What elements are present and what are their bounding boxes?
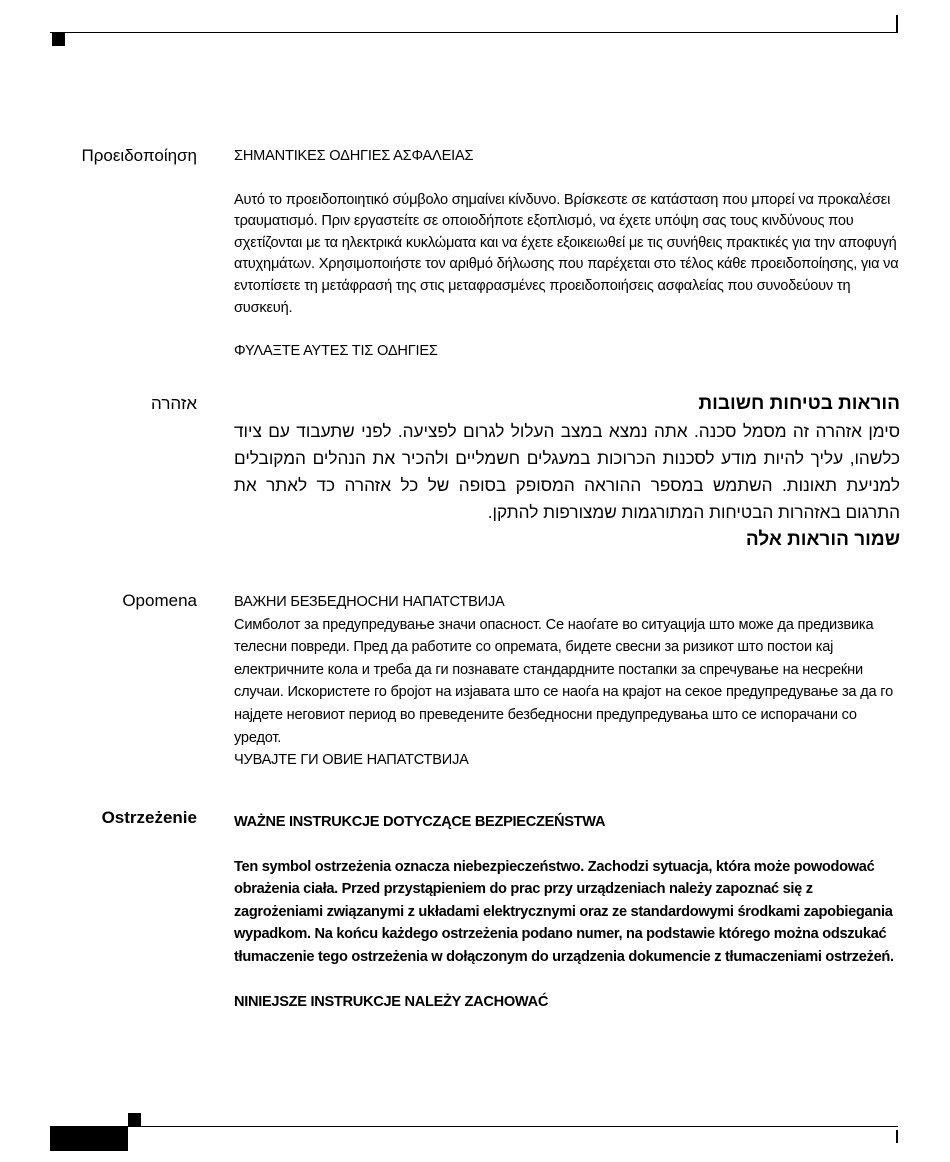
section-label: אזהרה [151, 394, 197, 413]
section-text: Симболот за предупредување значи опасност. Се наоѓате во ситуација што може да предизвика телесни повреди. Пред да работите со опремата, бидете свесни за ризикот што постои кај електричните кола и треба да ги познавате стандардните постапки за спречување на несреќни случаи. Искористете го бројот на изјавата што се наоѓа на крајот на секое предупредување за да го најдете неговиот период во преведените безбедносни предупредувања што се испорачани со уредот. [234, 616, 894, 746]
section-closing: ЧУВАЈТЕ ГИ ОВИЕ НАПАТСТВИЈА [234, 752, 469, 769]
footer-bar [50, 1127, 128, 1151]
footer-rule [50, 1126, 898, 1127]
section-title: ΣΗΜΑΝΤΙΚΕΣ ΟΔΗΓΙΕΣ ΑΣΦΑΛΕΙΑΣ [234, 148, 474, 164]
section-label: Opomena [122, 591, 197, 610]
footer-marker [128, 1113, 141, 1126]
section-title: WAŻNE INSTRUKCJE DOTYCZĄCE BEZPIECZEŃSTWA [234, 814, 606, 830]
section-closing: שמור הוראות אלה [745, 529, 900, 550]
section-closing: NINIEJSZE INSTRUKCJE NALEŻY ZACHOWAĆ [234, 993, 549, 1010]
section-body [234, 146, 900, 363]
section-body [234, 390, 900, 554]
header-edge-mark [896, 15, 898, 33]
section-title: הוראות בטיחות חשובות [698, 393, 900, 414]
section-closing: ΦΥΛΑΞΤΕ ΑΥΤΕΣ ΤΙΣ ΟΔΗΓΙΕΣ [234, 343, 438, 360]
footer-edge-mark [896, 1130, 898, 1143]
section-text: Ten symbol ostrzeżenia oznacza niebezpieczeństwo. Zachodzi sytuacja, która może powodować obrażenia ciała. Przed przystąpieniem do prac przy urządzeniach należy zapoznać się z zagrożeniami związanymi z układami elektrycznymi oraz ze standardowymi środkami zapobiegania wypadkom. Na końcu każdego ostrzeżenia podano numer, na podstawie którego można odszukać tłumaczenie tego ostrzeżenia w dołączonym do urządzenia dokumencie z tłumaczeniami ostrzeżeń. [234, 858, 894, 965]
section-body [234, 591, 900, 772]
section-text: סימן אזהרה זה מסמל סכנה. אתה נמצא במצב העלול לגרום לפציעה. לפני שתעבוד עם ציוד כלשהו, עליך להיות מודע לסכנות הכרוכות במעגלים חשמליים ולהכיר את הנהלים המקובלים למניעת תאונות. השתמש במספר ההוראה המסופק בסופה של כל אזהרה כד לאתר את התרגום באזהרות הבטיחות המתורגמות שמצורפות להתקן. [234, 421, 900, 522]
header-marker [52, 33, 65, 46]
section-label: Ostrzeżenie [101, 808, 197, 827]
section-body [234, 811, 900, 1013]
section-label: Προειδοποίηση [81, 146, 197, 165]
section-text: Αυτό το προειδοποιητικό σύμβολο σημαίνει κίνδυνο. Βρίσκεστε σε κατάσταση που μπορεί να προκαλέσει τραυματισμό. Πριν εργαστείτε σε οποιοδήποτε εξοπλισμό, να έχετε υπόψη σας τους κινδύνους που σχετίζονται με τα ηλεκτρικά κυκλώματα και να έχετε εξοικειωθεί με τις συνήθεις πρακτικές για την αποφυγή ατυχημάτων. Χρησιμοποιήστε τον αριθμό δήλωσης που παρέχεται στο τέλος κάθε προειδοποίησης, για να εντοπίσετε τη μετάφρασή της στις μεταφρασμένες προειδοποιήσεις ασφαλείας που συνοδεύουν τη συσκευή. [234, 191, 899, 316]
section-title: ВАЖНИ БЕЗБЕДНОСНИ НАПАТСТВИЈА [234, 594, 505, 610]
header-rule [50, 32, 898, 33]
